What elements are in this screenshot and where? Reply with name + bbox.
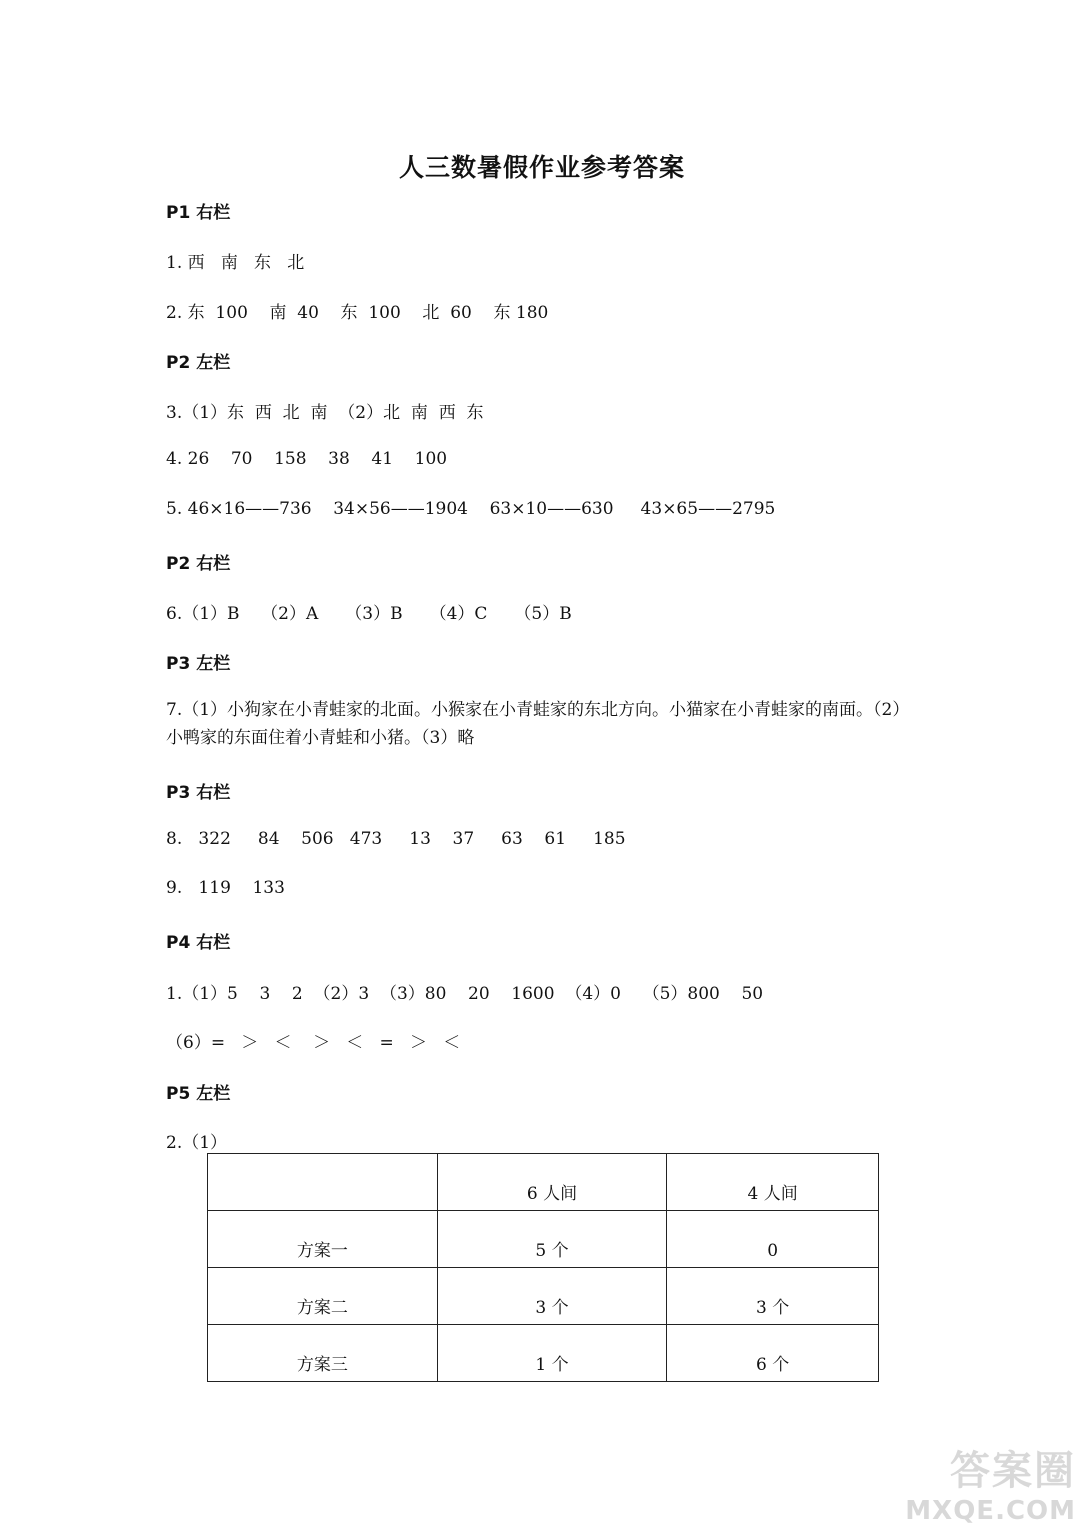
answer-line-p4-1: 1.（1）5 3 2 （2）3 （3）80 20 1600 （4）0 （5）800 50 <box>166 984 764 1004</box>
table-cell: 方案三 <box>208 1325 438 1382</box>
answer-line-1: 1. 西 南 东 北 <box>166 253 305 273</box>
table-cell: 方案二 <box>208 1268 438 1325</box>
answer-line-2: 2. 东 100 南 40 东 100 北 60 东 180 <box>166 303 549 323</box>
answer-line-6: 6.（1）B （2）A （3）B （4）C （5）B <box>166 604 572 624</box>
answer-line-4: 4. 26 70 158 38 41 100 <box>166 449 448 469</box>
answer-line-8: 8. 322 84 506 473 13 37 63 61 185 <box>166 829 626 849</box>
section-header-p2-left: P2 左栏 <box>166 353 231 373</box>
answer-paragraph-7: 7.（1）小狗家在小青蛙家的北面。小猴家在小青蛙家的东北方向。小猫家在小青蛙家的南面。（2）小鸭家的东面住着小青蛙和小猪。（3）略 <box>166 700 910 748</box>
answer-line-p4-6: （6）= ＞ ＜ ＞ ＜ = ＞ ＜ <box>166 1033 461 1053</box>
table-cell: 1 个 <box>437 1325 667 1382</box>
section-header-p4-right: P4 右栏 <box>166 933 231 953</box>
section-header-p2-right: P2 右栏 <box>166 554 231 574</box>
answer-line-9: 9. 119 133 <box>166 878 285 898</box>
table-row <box>208 1211 879 1268</box>
table-header-cell: 4 人间 <box>667 1154 879 1211</box>
answer-line-p5-2: 2.（1） <box>166 1133 228 1153</box>
watermark <box>905 1439 1076 1526</box>
room-plan-table <box>207 1153 879 1382</box>
table-cell: 3 个 <box>437 1268 667 1325</box>
page-title: 人三数暑假作业参考答案 <box>398 153 685 182</box>
section-header-p3-right: P3 右栏 <box>166 783 231 803</box>
answer-line-3: 3.（1）东 西 北 南 （2）北 南 西 东 <box>166 403 484 423</box>
watermark-logo: 答案圈 <box>950 1448 1076 1494</box>
table-cell: 0 <box>667 1211 879 1268</box>
table-header-row <box>208 1154 879 1211</box>
watermark-url: MXQE.COM <box>905 1496 1076 1526</box>
table-cell: 5 个 <box>437 1211 667 1268</box>
table-row <box>208 1325 879 1382</box>
section-header-p1-right: P1 右栏 <box>166 203 231 223</box>
section-header-p3-left: P3 左栏 <box>166 654 231 674</box>
table-header-cell: 6 人间 <box>437 1154 667 1211</box>
table-cell: 3 个 <box>667 1268 879 1325</box>
table-header-cell <box>208 1154 438 1211</box>
table-cell: 6 个 <box>667 1325 879 1382</box>
answer-line-5: 5. 46×16——736 34×56——1904 63×10——630 43×65——2795 <box>166 499 776 519</box>
table-cell: 方案一 <box>208 1211 438 1268</box>
table-row <box>208 1268 879 1325</box>
section-header-p5-left: P5 左栏 <box>166 1084 231 1104</box>
